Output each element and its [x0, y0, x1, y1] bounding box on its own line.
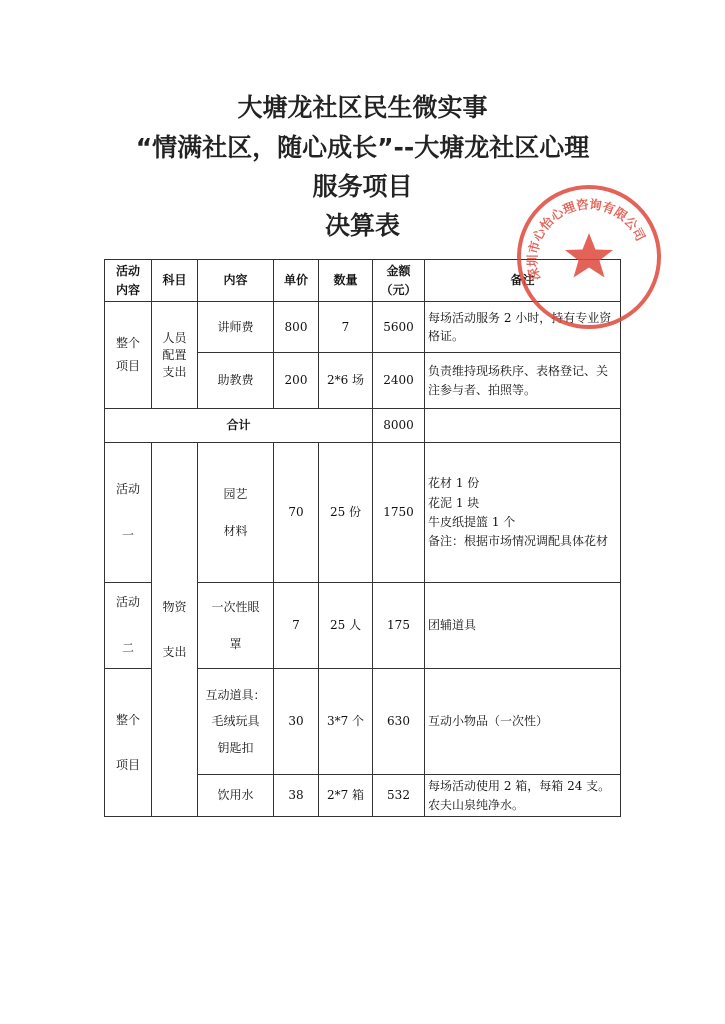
table-row: [105, 443, 621, 583]
price-cell: 30: [274, 669, 319, 775]
content-cell: 饮用水: [198, 775, 274, 817]
content-cell: 讲师费: [198, 302, 274, 353]
amount-cell: 2400: [373, 353, 425, 409]
header-quantity: 数量: [319, 260, 373, 302]
total-row: [105, 409, 621, 443]
subject-cell: 人员 配置 支出: [152, 302, 198, 409]
header-activity: 活动 内容: [105, 260, 152, 302]
total-amount: 8000: [373, 409, 425, 443]
content-cell: 助教费: [198, 353, 274, 409]
header-amount: 金额 （元）: [373, 260, 425, 302]
price-cell: 800: [274, 302, 319, 353]
seal-star-icon: [565, 233, 613, 278]
content-cell: 一次性眼 罩: [198, 583, 274, 669]
title-line-3: 服务项目: [312, 172, 413, 201]
amount-cell: 532: [373, 775, 425, 817]
activity-cell: 活动 二: [105, 583, 152, 669]
note-cell: 互动小物品（一次性）: [425, 669, 621, 775]
amount-cell: 5600: [373, 302, 425, 353]
seal-text: 深圳市心怡心理咨询有限公司: [524, 196, 649, 283]
note-cell: 负责维持现场秩序、表格登记、关注参与者、拍照等。: [425, 353, 621, 409]
total-label: 合计: [105, 409, 373, 443]
quantity-cell: 25 人: [319, 583, 373, 669]
subject-cell: 物资 支出: [152, 443, 198, 817]
price-cell: 70: [274, 443, 319, 583]
note-cell: 团辅道具: [425, 583, 621, 669]
price-cell: 7: [274, 583, 319, 669]
budget-table: [104, 259, 621, 817]
quantity-cell: 3*7 个: [319, 669, 373, 775]
price-cell: 38: [274, 775, 319, 817]
header-note: 备注: [425, 260, 621, 302]
note-cell: 每场活动服务 2 小时，持有专业资格证。: [425, 302, 621, 353]
amount-cell: 175: [373, 583, 425, 669]
note-cell: 花材 1 份 花泥 1 块 牛皮纸提篮 1 个 备注：根据市场情况调配具体花材: [425, 443, 621, 583]
company-seal: [515, 183, 663, 331]
price-cell: 200: [274, 353, 319, 409]
activity-cell: 整个 项目: [105, 302, 152, 409]
content-cell: 互动道具： 毛绒玩具 钥匙扣: [198, 669, 274, 775]
header-subject: 科目: [152, 260, 198, 302]
header-price: 单价: [274, 260, 319, 302]
note-cell: 每场活动使用 2 箱，每箱 24 支。农夫山泉纯净水。: [425, 775, 621, 817]
title-line-2: “情满社区，随心成长”--大塘龙社区心理: [135, 133, 590, 162]
title-line-1: 大塘龙社区民生微实事: [237, 93, 488, 122]
header-content: 内容: [198, 260, 274, 302]
amount-cell: 630: [373, 669, 425, 775]
activity-cell: 整个 项目: [105, 669, 152, 817]
activity-cell: 活动 一: [105, 443, 152, 583]
quantity-cell: 2*7 箱: [319, 775, 373, 817]
title-line-4: 决算表: [324, 211, 400, 240]
quantity-cell: 25 份: [319, 443, 373, 583]
note-cell: [425, 409, 621, 443]
amount-cell: 1750: [373, 443, 425, 583]
quantity-cell: 2*6 场: [319, 353, 373, 409]
content-cell: 园艺 材料: [198, 443, 274, 583]
quantity-cell: 7: [319, 302, 373, 353]
